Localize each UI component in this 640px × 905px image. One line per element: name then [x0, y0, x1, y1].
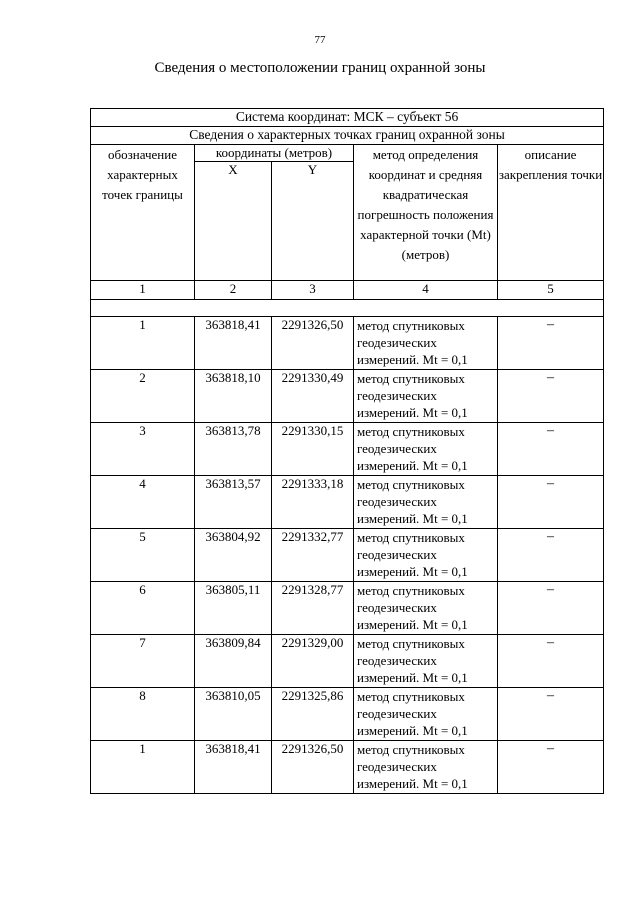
x-coordinate-cell: 363805,11	[195, 582, 272, 635]
description-cell: –	[498, 529, 604, 582]
table-row	[91, 688, 604, 741]
table-row	[91, 635, 604, 688]
x-coordinate-cell: 363813,78	[195, 423, 272, 476]
method-cell: метод спутниковых геодезических измерений. Mt = 0,1	[354, 688, 498, 741]
point-cell: 1	[91, 741, 195, 794]
y-coordinate-cell: 2291328,77	[272, 582, 354, 635]
table-row	[91, 370, 604, 423]
x-coordinate-cell: 363809,84	[195, 635, 272, 688]
point-cell: 6	[91, 582, 195, 635]
description-cell: –	[498, 423, 604, 476]
header-coordinates: координаты (метров)	[195, 145, 354, 162]
x-coordinate-cell: 363818,41	[195, 317, 272, 370]
table-row	[91, 741, 604, 794]
description-cell: –	[498, 741, 604, 794]
description-cell: –	[498, 476, 604, 529]
y-coordinate-cell: 2291330,49	[272, 370, 354, 423]
column-number: 5	[498, 281, 604, 300]
column-number: 1	[91, 281, 195, 300]
method-cell: метод спутниковых геодезических измерений. Mt = 0,1	[354, 529, 498, 582]
y-coordinate-cell: 2291325,86	[272, 688, 354, 741]
method-cell: метод спутниковых геодезических измерений. Mt = 0,1	[354, 476, 498, 529]
description-cell: –	[498, 317, 604, 370]
y-coordinate-cell: 2291332,77	[272, 529, 354, 582]
point-cell: 7	[91, 635, 195, 688]
x-coordinate-cell: 363818,10	[195, 370, 272, 423]
boundary-points-table	[90, 108, 604, 794]
column-numbers-row	[91, 281, 604, 300]
header-description: описание закрепления точки	[498, 145, 604, 281]
table-row	[91, 423, 604, 476]
column-number: 4	[354, 281, 498, 300]
description-cell: –	[498, 688, 604, 741]
point-cell: 3	[91, 423, 195, 476]
separator-cell	[91, 300, 604, 317]
header-method: метод определения координат и средняя квадратическая погрешность положения характерной точки (Mt) (метров)	[354, 145, 498, 281]
document-title: Сведения о местоположении границ охранной зоны	[154, 60, 486, 76]
method-cell: метод спутниковых геодезических измерений. Mt = 0,1	[354, 423, 498, 476]
point-cell: 1	[91, 317, 195, 370]
table-row	[91, 317, 604, 370]
column-number: 2	[195, 281, 272, 300]
coordinate-system-row	[91, 109, 604, 127]
y-coordinate-cell: 2291329,00	[272, 635, 354, 688]
method-cell: метод спутниковых геодезических измерений. Mt = 0,1	[354, 741, 498, 794]
y-coordinate-cell: 2291330,15	[272, 423, 354, 476]
method-cell: метод спутниковых геодезических измерений. Mt = 0,1	[354, 582, 498, 635]
table-row	[91, 529, 604, 582]
method-cell: метод спутниковых геодезических измерений. Mt = 0,1	[354, 370, 498, 423]
page-number: 77	[314, 34, 326, 46]
separator-row	[91, 300, 604, 317]
point-cell: 4	[91, 476, 195, 529]
y-coordinate-cell: 2291333,18	[272, 476, 354, 529]
points-info-row	[91, 127, 604, 145]
header-x: X	[195, 162, 272, 281]
header-row	[91, 145, 604, 162]
method-cell: метод спутниковых геодезических измерений. Mt = 0,1	[354, 635, 498, 688]
header-designation: обозначение характерных точек границы	[91, 145, 195, 281]
y-coordinate-cell: 2291326,50	[272, 317, 354, 370]
x-coordinate-cell: 363813,57	[195, 476, 272, 529]
y-coordinate-cell: 2291326,50	[272, 741, 354, 794]
point-cell: 5	[91, 529, 195, 582]
table-row	[91, 582, 604, 635]
description-cell: –	[498, 370, 604, 423]
table-row	[91, 476, 604, 529]
x-coordinate-cell: 363810,05	[195, 688, 272, 741]
point-cell: 8	[91, 688, 195, 741]
coordinate-system-label: Система координат: МСК – субъект 56	[91, 109, 604, 127]
description-cell: –	[498, 582, 604, 635]
column-number: 3	[272, 281, 354, 300]
method-cell: метод спутниковых геодезических измерений. Mt = 0,1	[354, 317, 498, 370]
header-y: Y	[272, 162, 354, 281]
x-coordinate-cell: 363804,92	[195, 529, 272, 582]
x-coordinate-cell: 363818,41	[195, 741, 272, 794]
points-info-label: Сведения о характерных точках границ охранной зоны	[91, 127, 604, 145]
point-cell: 2	[91, 370, 195, 423]
description-cell: –	[498, 635, 604, 688]
